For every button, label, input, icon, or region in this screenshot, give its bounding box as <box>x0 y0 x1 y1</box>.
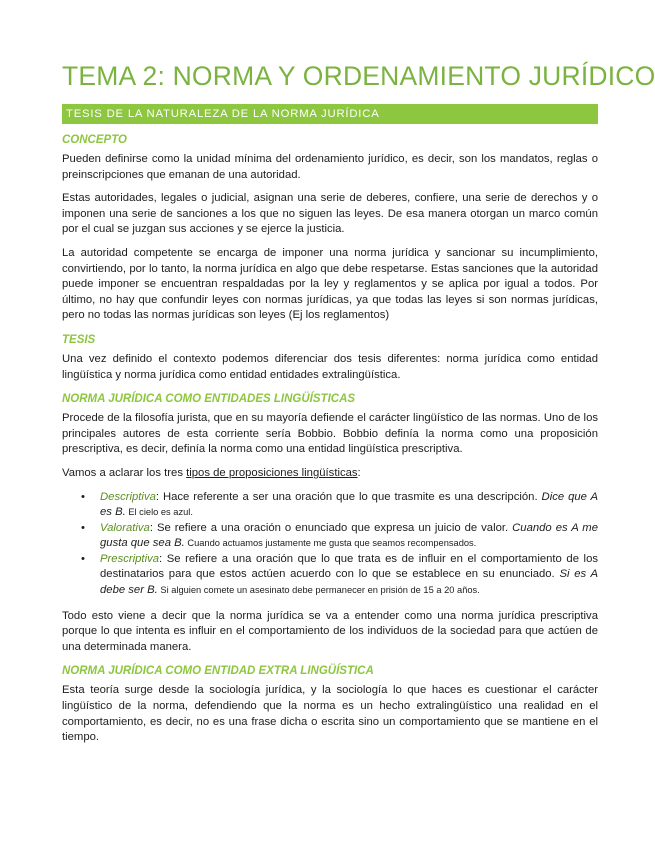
document-page <box>62 58 655 754</box>
list-item <box>81 521 598 552</box>
colon: : <box>357 466 361 479</box>
list-item <box>81 552 598 599</box>
item-text: : Hace referente a ser una oración que lo que trasmite es una descripción. <box>155 490 542 503</box>
tesis-paragraph: Una vez definido el contexto podemos diferenciar dos tesis diferentes: norma jurídica como entidad lingüística y norma jurídica como entidad entidades extralingüística. <box>62 352 598 381</box>
intro-text: Vamos a aclarar los tres <box>62 466 187 479</box>
concepto-paragraph-1: Pueden definirse como la unidad mínima del ordenamiento jurídico, es decir, son los mandatos, reglas o preinscripciones que emanan de una autoridad. <box>62 153 598 181</box>
extralinguistica-paragraph: Esta teoría surge desde la sociología jurídica, y la sociología lo que haces es cuestionar el carácter lingüístico de la norma, defendiendo que la norma es un hecho extralingüístico una realidad en el comportamiento, es decir, no es una frase dicha o escrita sino un comportamiento que se mantiene en el tiempo. <box>62 684 598 744</box>
heading-tesis: TESIS <box>62 333 96 346</box>
linguisticas-paragraph-2 <box>62 466 598 482</box>
term-descriptiva: Descriptiva <box>100 490 156 503</box>
item-text: : Se refiere a una oración o enunciado que expresa un juicio de valor. <box>149 521 513 534</box>
item-small-example: El cielo es azul. <box>125 507 193 518</box>
linguisticas-paragraph-3: Todo esto viene a decir que la norma jurídica se va a entender como una norma jurídica prescriptiva porque lo que intenta es influir en el comportamiento de los individuos de la sociedad para que actúen de una determinada manera. <box>62 609 598 653</box>
term-prescriptiva: Prescriptiva <box>100 552 160 565</box>
item-example: Cuando es A me gusta que sea B. <box>100 521 598 550</box>
heading-concepto: CONCEPTO <box>62 134 127 146</box>
item-small-example: Si alguien comete un asesinato debe permanecer en prisión de 15 a 20 años. <box>157 585 480 596</box>
linguisticas-paragraph-1: Procede de la filosofía jurista, que en su mayoría defiende el carácter lingüístico de las normas. Uno de los principales autores de esta corriente sería Bobbio. Bobbio definía la norma como una proposición prescriptiva, es decir, definía la norma como una entidad lingüística prescriptiva. <box>62 412 598 456</box>
item-small-example: Cuando actuamos justamente me gusta que seamos recompensados. <box>184 538 477 549</box>
term-valorativa: Valorativa <box>100 521 150 534</box>
heading-linguisticas: NORMA JURÍDICA COMO ENTIDADES LINGÜÍSTICAS <box>62 393 356 406</box>
item-text: : Se refiere a una oración que lo que trata es de influir en el comportamiento de los destinatarios para que estos actúen acuerdo con lo que se establece en su enunciado. <box>100 552 598 581</box>
page-title: TEMA 2: NORMA Y ORDENAMIENTO JURÍDICO <box>62 61 655 91</box>
item-example: Dice que A es B. <box>100 490 598 519</box>
list-item <box>81 490 598 521</box>
bullet-icon: • <box>81 552 85 565</box>
concepto-paragraph-2: Estas autoridades, legales o judicial, asignan una serie de deberes, confiere, una serie de derechos y o imponen una serie de sanciones a los que no siguen las leyes. De esa manera otorgan un marco común por el cual se juzgan sus acciones y se ejerce la justicia. <box>62 192 598 236</box>
section-band: TESIS DE LA NATURALEZA DE LA NORMA JURÍDICA <box>62 104 598 124</box>
heading-extralinguistica: NORMA JURÍDICA COMO ENTIDAD EXTRA LINGÜÍSTICA <box>62 665 374 678</box>
concepto-paragraph-3: La autoridad competente se encarga de imponer una norma jurídica y sancionar su incumplimiento, convirtiendo, por lo tanto, la norma jurídica en algo que debe respetarse. Estas sanciones que la autoridad puede imponer se encuentran respaldadas por la ley y reglamentos y se aplica por igual a todos. Por último, no hay que confundir leyes con normas jurídicas, ya que todas las leyes si son normas jurídicas, pero no todas las normas jurídicas son leyes (Ej los reglamentos) <box>62 246 598 322</box>
item-example: Si es A debe ser B. <box>100 568 598 597</box>
bullet-icon: • <box>81 521 85 534</box>
underlined-term: tipos de proposiciones lingüísticas <box>186 466 358 479</box>
proposition-list <box>62 490 598 599</box>
bullet-icon: • <box>81 490 85 503</box>
